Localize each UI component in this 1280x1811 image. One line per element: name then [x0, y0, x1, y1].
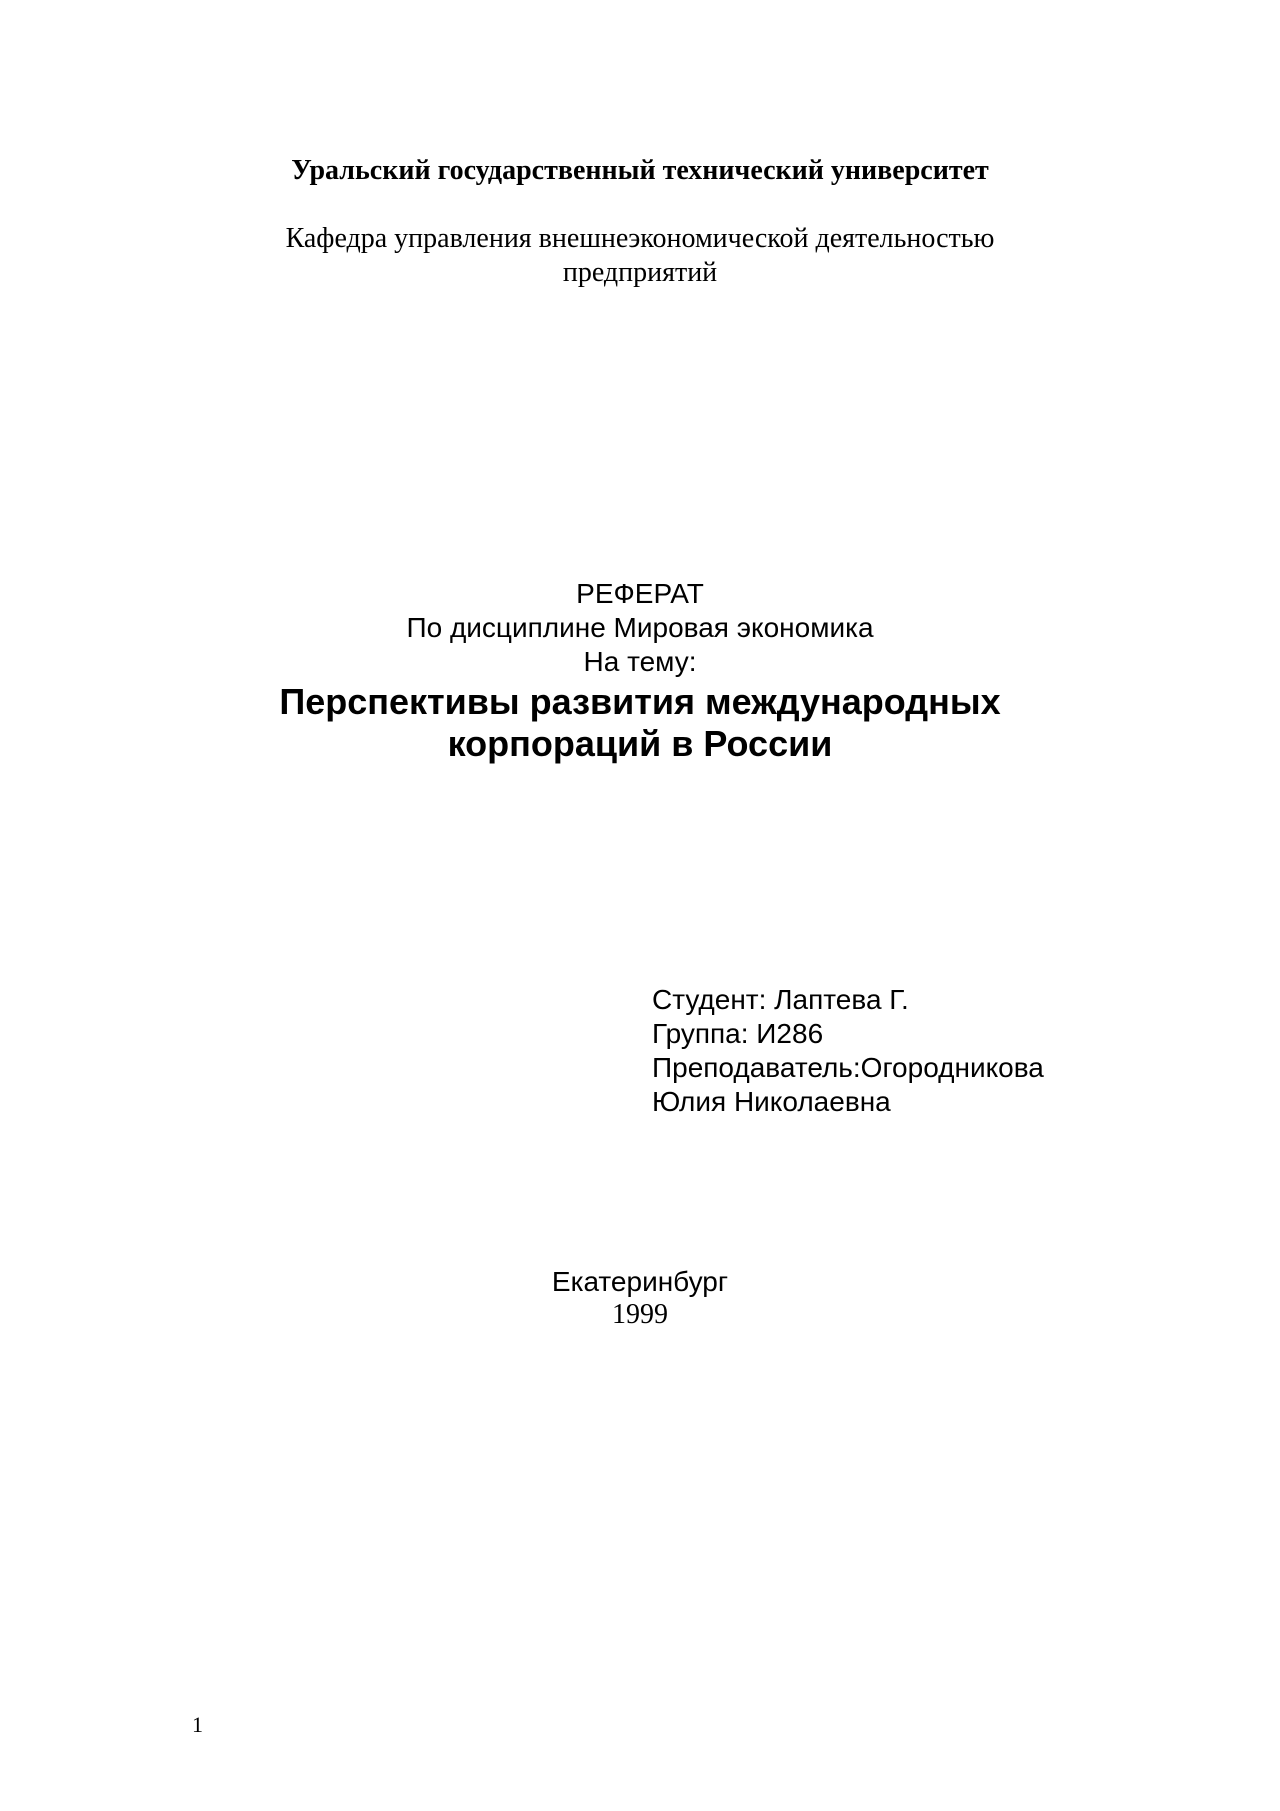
- city: Екатеринбург: [551, 1266, 729, 1297]
- discipline: По дисциплине Мировая экономика: [406, 612, 874, 643]
- group-info: Группа: И286: [652, 1018, 824, 1049]
- department-name: [0, 222, 1280, 290]
- department-line-2: предприятий: [562, 257, 718, 288]
- year: 1999: [612, 1299, 668, 1330]
- university-name: Уральский государственный технический университет: [291, 155, 989, 186]
- department-line-1: Кафедра управления внешнеэкономической деятельностью: [285, 223, 995, 254]
- teacher-info: Преподаватель:Огородникова: [652, 1052, 1044, 1083]
- topic-title-line-2: корпораций в России: [447, 723, 833, 764]
- topic-title-line-1: Перспективы развития международных: [279, 681, 1001, 722]
- document-type: РЕФЕРАТ: [576, 578, 704, 609]
- teacher-name: Юлия Николаевна: [652, 1086, 891, 1117]
- page-number: 1: [192, 1712, 203, 1737]
- topic-intro: На тему:: [583, 646, 697, 677]
- student-info: Студент: Лаптева Г.: [652, 984, 909, 1015]
- topic-title: [0, 681, 1280, 765]
